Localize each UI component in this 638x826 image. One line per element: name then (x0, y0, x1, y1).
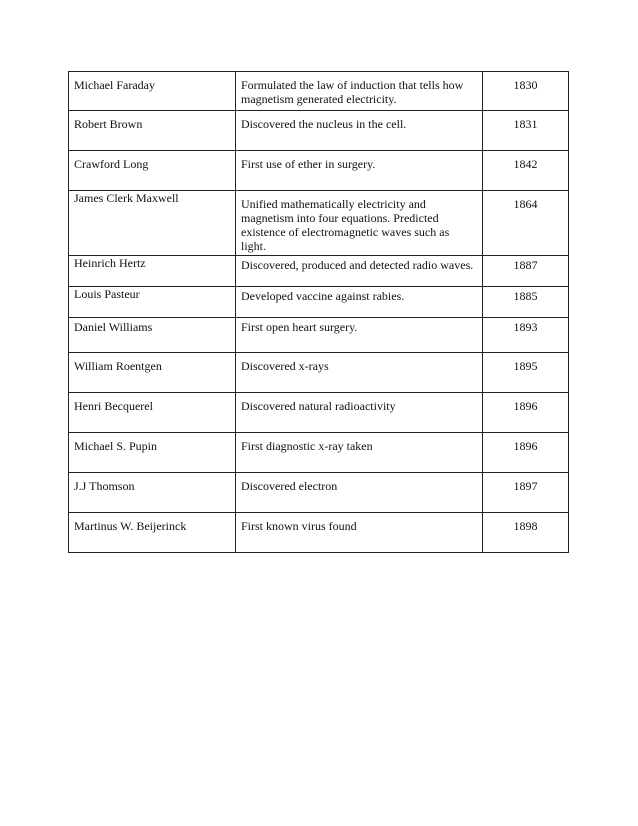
table-row (69, 353, 569, 393)
table-row (69, 513, 569, 553)
discovery-year: 1893 (483, 318, 569, 353)
scientist-name: Daniel Williams (69, 318, 236, 353)
discovery-year: 1887 (483, 256, 569, 287)
scientist-name: Martinus W. Beijerinck (69, 513, 236, 553)
table-row (69, 433, 569, 473)
scientist-name: J.J Thomson (69, 473, 236, 513)
table-row (69, 72, 569, 111)
discovery-year: 1864 (483, 191, 569, 256)
discovery-description: Unified mathematically electricity and magnetism into four equations. Predicted existence of electromagnetic waves such as light. (236, 191, 483, 256)
discovery-description: Discovered, produced and detected radio waves. (236, 256, 483, 287)
discovery-description: Formulated the law of induction that tells how magnetism generated electricity. (236, 72, 483, 111)
discovery-year: 1842 (483, 151, 569, 191)
discovery-year: 1897 (483, 473, 569, 513)
discovery-description: Discovered the nucleus in the cell. (236, 111, 483, 151)
discovery-year: 1885 (483, 287, 569, 318)
scientist-name: Michael Faraday (69, 72, 236, 111)
discovery-description: Developed vaccine against rabies. (236, 287, 483, 318)
scientist-name: Michael S. Pupin (69, 433, 236, 473)
table-row (69, 287, 569, 318)
scientist-name: Robert Brown (69, 111, 236, 151)
scientist-name: Crawford Long (69, 151, 236, 191)
discoveries-table (68, 71, 569, 553)
scientist-name: Louis Pasteur (69, 287, 236, 318)
scientist-name: Heinrich Hertz (69, 256, 236, 287)
discovery-year: 1898 (483, 513, 569, 553)
discovery-year: 1896 (483, 393, 569, 433)
table-row (69, 191, 569, 256)
table-row (69, 111, 569, 151)
discovery-description: Discovered natural radioactivity (236, 393, 483, 433)
table-row (69, 318, 569, 353)
scientist-name: Henri Becquerel (69, 393, 236, 433)
discovery-year: 1895 (483, 353, 569, 393)
discovery-description: First diagnostic x-ray taken (236, 433, 483, 473)
scientist-name: James Clerk Maxwell (69, 191, 236, 256)
discovery-year: 1830 (483, 72, 569, 111)
discovery-description: Discovered electron (236, 473, 483, 513)
discovery-description: First known virus found (236, 513, 483, 553)
discovery-year: 1896 (483, 433, 569, 473)
discovery-year: 1831 (483, 111, 569, 151)
table-row (69, 151, 569, 191)
table-row (69, 393, 569, 433)
discovery-description: First use of ether in surgery. (236, 151, 483, 191)
table-row (69, 473, 569, 513)
table-row (69, 256, 569, 287)
discovery-description: Discovered x-rays (236, 353, 483, 393)
discovery-description: First open heart surgery. (236, 318, 483, 353)
scientist-name: William Roentgen (69, 353, 236, 393)
